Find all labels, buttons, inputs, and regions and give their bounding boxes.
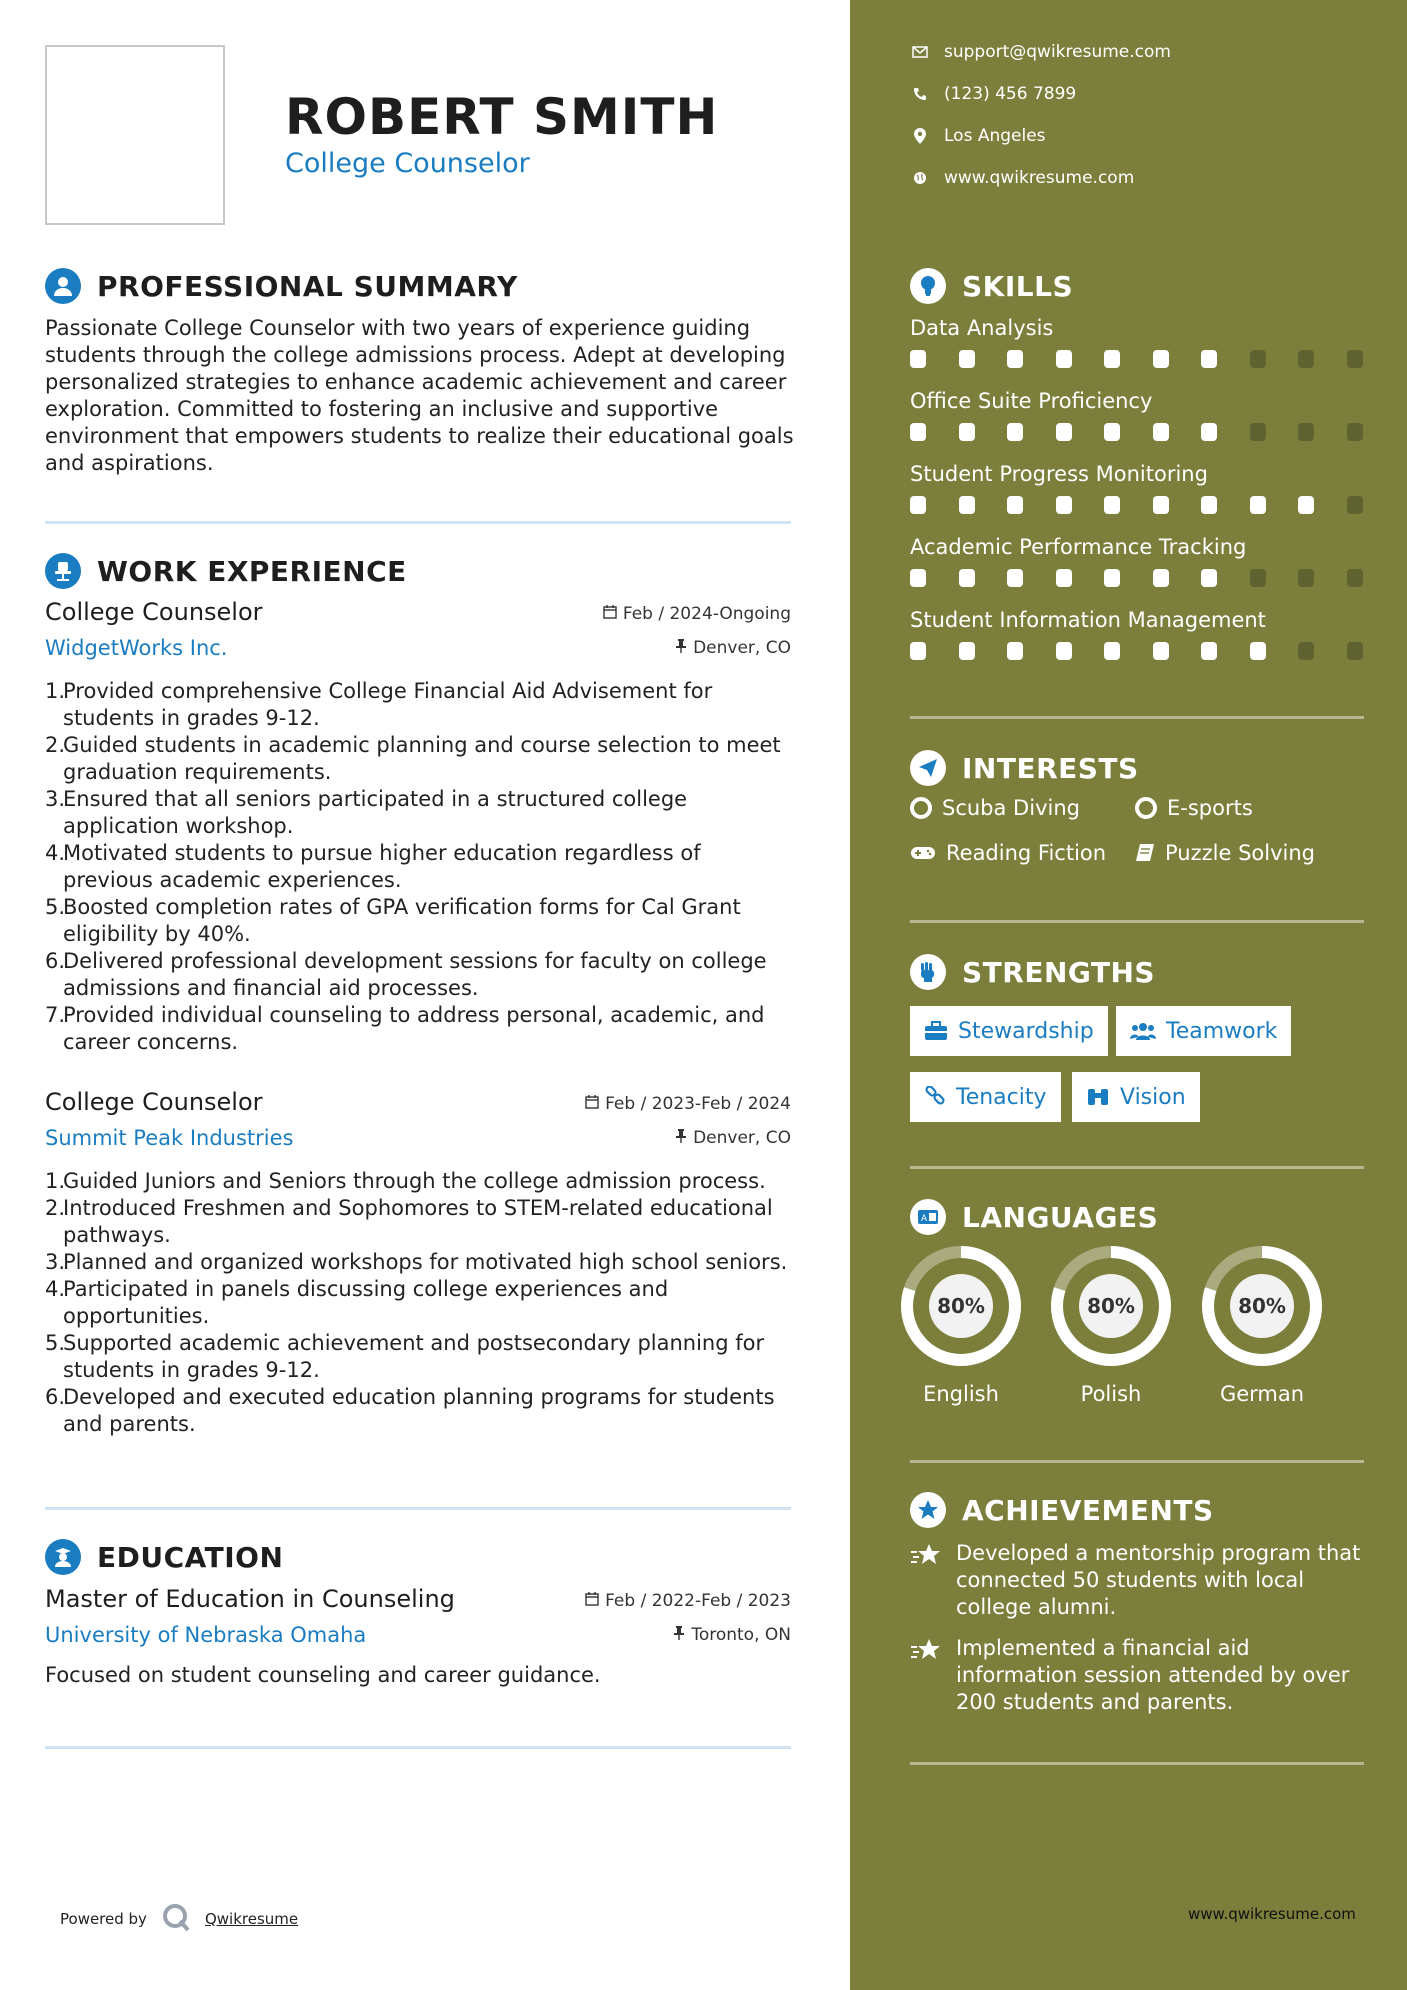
- education-location-text: Toronto, ON: [691, 1625, 791, 1645]
- achievements-heading: [910, 1492, 1214, 1528]
- language-progress-ring: [1049, 1244, 1173, 1368]
- skill-dot: [1007, 496, 1023, 514]
- skill-item: [910, 462, 1364, 486]
- summary-title: PROFESSIONAL SUMMARY: [97, 269, 518, 303]
- skill-dot: [910, 496, 926, 514]
- list-item: 5. Boosted completion rates of GPA verification forms for Cal Grant eligibility by 40%.: [45, 895, 741, 946]
- skill-rating: [910, 350, 1364, 368]
- skill-dot: [1104, 350, 1120, 368]
- education-location: [673, 1625, 791, 1645]
- job-title: College Counselor: [45, 598, 263, 626]
- skill-item: [910, 316, 1364, 340]
- skill-dot: [1007, 569, 1023, 587]
- skill-dot: [1347, 496, 1363, 514]
- skill-rating: [910, 642, 1364, 660]
- skill-dot: [1153, 350, 1169, 368]
- skill-dot: [959, 642, 975, 660]
- languages-title: LANGUAGES: [962, 1200, 1159, 1234]
- shooting-star-icon: [910, 1635, 946, 1716]
- skills-heading: [910, 268, 1073, 304]
- contact-location: [910, 126, 1046, 146]
- language-percent: 80%: [1238, 1294, 1286, 1318]
- list-item: 3. Ensured that all seniors participated in a structured college application workshop.: [45, 787, 688, 838]
- skill-name: Student Information Management: [910, 608, 1266, 632]
- lightbulb-icon: [910, 268, 946, 304]
- list-item: 1. Guided Juniors and Seniors through the college admission process.: [45, 1169, 766, 1193]
- link-icon: [924, 1086, 946, 1108]
- pin-icon: [673, 1625, 685, 1645]
- contact-website: [910, 168, 1134, 188]
- skill-dot: [1298, 569, 1314, 587]
- summary-heading: [45, 268, 518, 304]
- skill-dot: [959, 350, 975, 368]
- strengths-heading: [910, 954, 1155, 990]
- skill-dot: [1056, 642, 1072, 660]
- skill-name: Student Progress Monitoring: [910, 462, 1208, 486]
- skill-name: Office Suite Proficiency: [910, 389, 1153, 413]
- education-description: Focused on student counseling and career guidance.: [45, 1663, 601, 1687]
- languages-heading: [910, 1199, 1158, 1235]
- skill-dot: [1153, 642, 1169, 660]
- skills-title: SKILLS: [962, 269, 1074, 303]
- language-name: Polish: [1080, 1382, 1142, 1406]
- skill-dot: [910, 569, 926, 587]
- qwikresume-link[interactable]: Qwikresume: [204, 1910, 299, 1928]
- skill-dot: [1201, 642, 1217, 660]
- skill-dot: [1250, 496, 1266, 514]
- job-entry: [45, 598, 791, 1058]
- job-location: [675, 1128, 791, 1148]
- language-progress-ring: [1200, 1244, 1324, 1368]
- star-icon: [910, 1492, 946, 1528]
- skill-dot: [1153, 569, 1169, 587]
- contact-email-text[interactable]: support@qwikresume.com: [944, 42, 1171, 62]
- skill-dot: [1056, 423, 1072, 441]
- skill-name: Academic Performance Tracking: [910, 535, 1247, 559]
- language-item: [1046, 1244, 1176, 1406]
- education-title: EDUCATION: [97, 1540, 284, 1574]
- candidate-role: College Counselor: [285, 148, 530, 179]
- list-item: 5. Supported academic achievement and postsecondary planning for students in grades 9-12.: [45, 1331, 765, 1382]
- profile-photo-placeholder: [45, 45, 225, 225]
- location-pin-icon: [910, 128, 930, 144]
- envelope-icon: [910, 46, 930, 58]
- skill-dot: [1153, 423, 1169, 441]
- section-divider: [910, 920, 1364, 923]
- strengths-title: STRENGTHS: [962, 955, 1156, 989]
- phone-icon: [910, 87, 930, 101]
- raised-fist-icon: [910, 954, 946, 990]
- skill-dot: [910, 642, 926, 660]
- lifebuoy-icon: [1135, 797, 1157, 819]
- list-item: 4. Motivated students to pursue higher education regardless of previous academic experiences.: [45, 841, 701, 892]
- education-school: University of Nebraska Omaha: [45, 1623, 367, 1647]
- job-date: [585, 1094, 791, 1114]
- section-divider: [910, 716, 1364, 719]
- skill-dot: [1153, 496, 1169, 514]
- pin-icon: [675, 1128, 687, 1148]
- section-divider: [45, 1746, 791, 1749]
- education-date-text: Feb / 2022-Feb / 2023: [605, 1591, 791, 1611]
- language-percent: 80%: [1087, 1294, 1135, 1318]
- section-divider: [910, 1460, 1364, 1463]
- skill-item: [910, 535, 1364, 559]
- candidate-name: ROBERT SMITH: [285, 88, 719, 146]
- skill-dot: [959, 496, 975, 514]
- footer-website[interactable]: www.qwikresume.com: [1188, 1905, 1356, 1923]
- skill-dot: [1007, 423, 1023, 441]
- strength-chip: Vision: [1072, 1072, 1200, 1122]
- strength-chip: Teamwork: [1116, 1006, 1291, 1056]
- skill-dot: [1347, 423, 1363, 441]
- calendar-icon: [585, 1591, 599, 1611]
- skill-dot: [1298, 642, 1314, 660]
- gamepad-icon: [910, 845, 936, 861]
- skill-dot: [1056, 569, 1072, 587]
- language-name: German: [1219, 1382, 1305, 1406]
- language-item: [896, 1244, 1026, 1406]
- skill-dot: [1347, 642, 1363, 660]
- contact-phone: [910, 84, 1076, 104]
- skill-rating: [910, 569, 1364, 587]
- powered-by-label: Powered by: [60, 1910, 147, 1928]
- strength-chip: Stewardship: [910, 1006, 1108, 1056]
- users-icon: [1130, 1021, 1156, 1041]
- job-location-text: Denver, CO: [693, 638, 791, 658]
- education-entry: [45, 1585, 791, 1705]
- achievement-item: Implemented a financial aid information session attended by over 200 students and parents.: [910, 1635, 1370, 1716]
- list-item: 3. Planned and organized workshops for motivated high school seniors.: [45, 1250, 788, 1274]
- skill-dot: [959, 569, 975, 587]
- job-date: [603, 604, 791, 624]
- qwikresume-logo-icon: [161, 1902, 191, 1936]
- skill-dot: [910, 350, 926, 368]
- skill-dot: [1347, 350, 1363, 368]
- education-date: [585, 1591, 791, 1611]
- contact-email: [910, 42, 1171, 62]
- skill-dot: [1056, 350, 1072, 368]
- list-item: 2. Guided students in academic planning and course selection to meet graduation requirements.: [45, 733, 781, 784]
- list-item: 2. Introduced Freshmen and Sophomores to STEM-related educational pathways.: [45, 1196, 773, 1247]
- svg-text:A: A: [921, 1214, 928, 1224]
- contact-website-text[interactable]: www.qwikresume.com: [944, 168, 1135, 188]
- calendar-icon: [585, 1094, 599, 1114]
- job-bullets: [45, 678, 791, 1056]
- skill-dot: [1347, 569, 1363, 587]
- achievement-item: Developed a mentorship program that connected 50 students with local college alumni.: [910, 1540, 1370, 1621]
- skill-dot: [1298, 423, 1314, 441]
- education-degree: Master of Education in Counseling: [45, 1585, 455, 1613]
- skill-rating: [910, 496, 1364, 514]
- skill-dot: [1250, 350, 1266, 368]
- shooting-star-icon: [910, 1540, 946, 1621]
- skill-dot: [1201, 569, 1217, 587]
- contact-phone-text[interactable]: (123) 456 7899: [944, 84, 1077, 104]
- skill-name: Data Analysis: [910, 316, 1054, 340]
- contact-location-text: Los Angeles: [944, 126, 1046, 146]
- job-location: [675, 638, 791, 658]
- book-icon: [1135, 843, 1155, 863]
- translate-icon: [910, 1199, 946, 1235]
- interests-title: INTERESTS: [962, 751, 1139, 785]
- skill-dot: [910, 423, 926, 441]
- job-bullets: [45, 1168, 791, 1438]
- summary-text: Passionate College Counselor with two years of experience guiding students through the college admissions process. Adept at developing personalized strategies to enhance academic achievement and career exploration. Committed to fostering an inclusive and supportive environment that empowers students to realize their educational goals and aspirations.: [45, 316, 794, 475]
- job-date-text: Feb / 2023-Feb / 2024: [605, 1094, 791, 1114]
- skill-dot: [1201, 423, 1217, 441]
- skill-dot: [1250, 569, 1266, 587]
- skill-dot: [1104, 423, 1120, 441]
- list-item: 4. Participated in panels discussing college experiences and opportunities.: [45, 1277, 669, 1328]
- interest-item: Reading Fiction: [910, 841, 1106, 865]
- list-item: 6. Developed and executed education planning programs for students and parents.: [45, 1385, 775, 1436]
- interest-item: E-sports: [1135, 796, 1253, 820]
- interest-item: Scuba Diving: [910, 796, 1080, 820]
- job-title: College Counselor: [45, 1088, 263, 1116]
- skill-dot: [1104, 496, 1120, 514]
- skill-dot: [1056, 496, 1072, 514]
- skill-dot: [1250, 423, 1266, 441]
- graduate-icon: [45, 1539, 81, 1575]
- experience-title: WORK EXPERIENCE: [97, 554, 407, 588]
- skill-dot: [1298, 496, 1314, 514]
- achievements-title: ACHIEVEMENTS: [962, 1493, 1214, 1527]
- binoculars-icon: [1086, 1087, 1110, 1107]
- skill-dot: [1250, 642, 1266, 660]
- pin-icon: [675, 638, 687, 658]
- briefcase-icon: [924, 1021, 948, 1041]
- skill-dot: [1201, 496, 1217, 514]
- calendar-icon: [603, 604, 617, 624]
- job-entry: [45, 1088, 791, 1488]
- lifebuoy-icon: [910, 797, 932, 819]
- language-name: English: [923, 1382, 999, 1406]
- skill-dot: [1007, 642, 1023, 660]
- experience-heading: [45, 553, 407, 589]
- list-item: 7. Provided individual counseling to address personal, academic, and career concerns.: [45, 1003, 765, 1054]
- job-company: Summit Peak Industries: [45, 1126, 294, 1150]
- skill-item: [910, 608, 1364, 632]
- section-divider: [910, 1166, 1364, 1169]
- skill-dot: [1201, 350, 1217, 368]
- list-item: 6. Delivered professional development sessions for faculty on college admissions and financial aid processes.: [45, 949, 767, 1000]
- section-divider: [45, 521, 791, 524]
- paper-plane-icon: [910, 750, 946, 786]
- section-divider: [45, 1507, 791, 1510]
- education-heading: [45, 1539, 283, 1575]
- chair-icon: [45, 553, 81, 589]
- language-item: [1197, 1244, 1327, 1406]
- strength-chip: Tenacity: [910, 1072, 1061, 1122]
- language-progress-ring: [899, 1244, 1023, 1368]
- interests-heading: [910, 750, 1139, 786]
- job-date-text: Feb / 2024-Ongoing: [622, 604, 791, 624]
- skill-item: [910, 389, 1364, 413]
- language-percent: 80%: [937, 1294, 985, 1318]
- job-company: WidgetWorks Inc.: [45, 636, 228, 660]
- interest-item: Puzzle Solving: [1135, 841, 1315, 865]
- powered-by: [60, 1902, 298, 1936]
- skill-dot: [1104, 569, 1120, 587]
- skill-dot: [959, 423, 975, 441]
- skill-rating: [910, 423, 1364, 441]
- section-divider: [910, 1762, 1364, 1765]
- skill-dot: [1007, 350, 1023, 368]
- user-icon: [45, 268, 81, 304]
- list-item: 1. Provided comprehensive College Financial Aid Advisement for students in grades 9-12.: [45, 679, 713, 730]
- job-location-text: Denver, CO: [693, 1128, 791, 1148]
- sidebar: [850, 0, 1407, 1990]
- globe-icon: [910, 171, 930, 185]
- skill-dot: [1104, 642, 1120, 660]
- skill-dot: [1298, 350, 1314, 368]
